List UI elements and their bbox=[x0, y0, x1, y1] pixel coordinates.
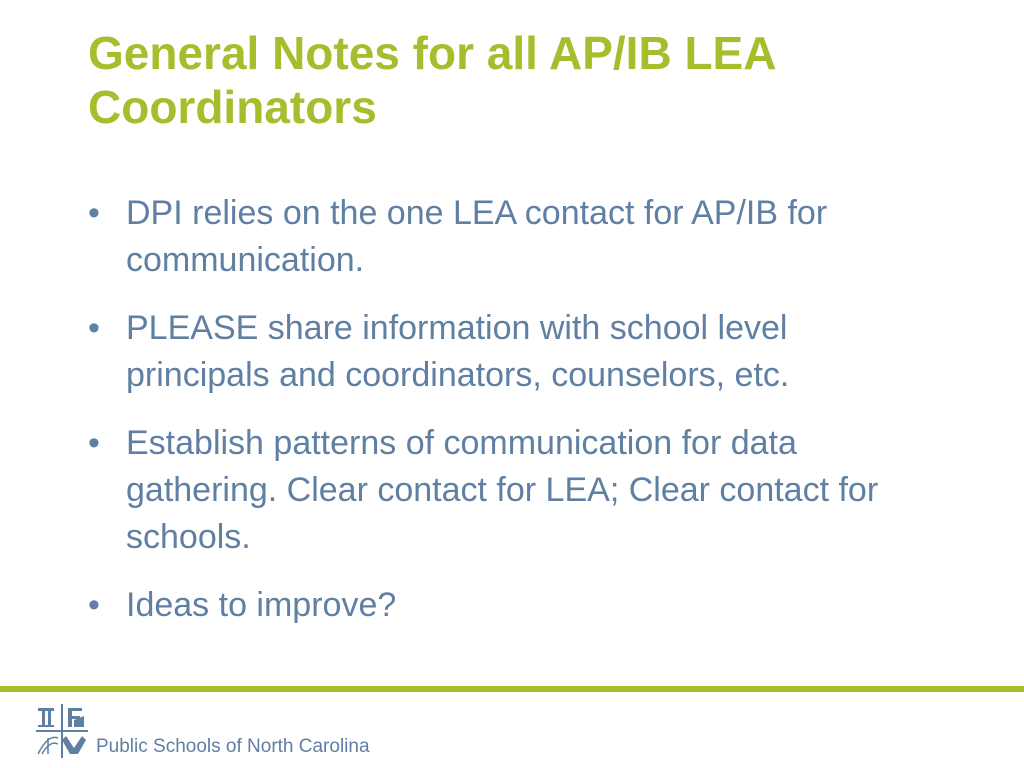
footer-divider bbox=[0, 686, 1024, 692]
bullet-marker: • bbox=[88, 586, 100, 624]
bullet-item bbox=[88, 582, 938, 629]
bullet-item bbox=[88, 305, 938, 399]
bullet-text: PLEASE share information with school level principals and coordinators, counselors, etc. bbox=[126, 309, 790, 394]
bullet-text: DPI relies on the one LEA contact for AP/IB for communication. bbox=[126, 194, 828, 279]
bullet-marker: • bbox=[88, 194, 100, 232]
bullet-list bbox=[88, 190, 938, 650]
bullet-marker: • bbox=[88, 309, 100, 347]
slide-title: General Notes for all AP/IB LEA Coordinators bbox=[88, 27, 775, 133]
bullet-marker: • bbox=[88, 424, 100, 462]
nc-schools-seal-icon bbox=[34, 702, 90, 760]
bullet-text: Establish patterns of communication for data gathering. Clear contact for LEA; Clear contact for schools. bbox=[126, 424, 879, 556]
footer-organization-name: Public Schools of North Carolina bbox=[96, 736, 370, 757]
bullet-item bbox=[88, 190, 938, 284]
bullet-item bbox=[88, 420, 938, 561]
bullet-text: Ideas to improve? bbox=[126, 586, 397, 624]
